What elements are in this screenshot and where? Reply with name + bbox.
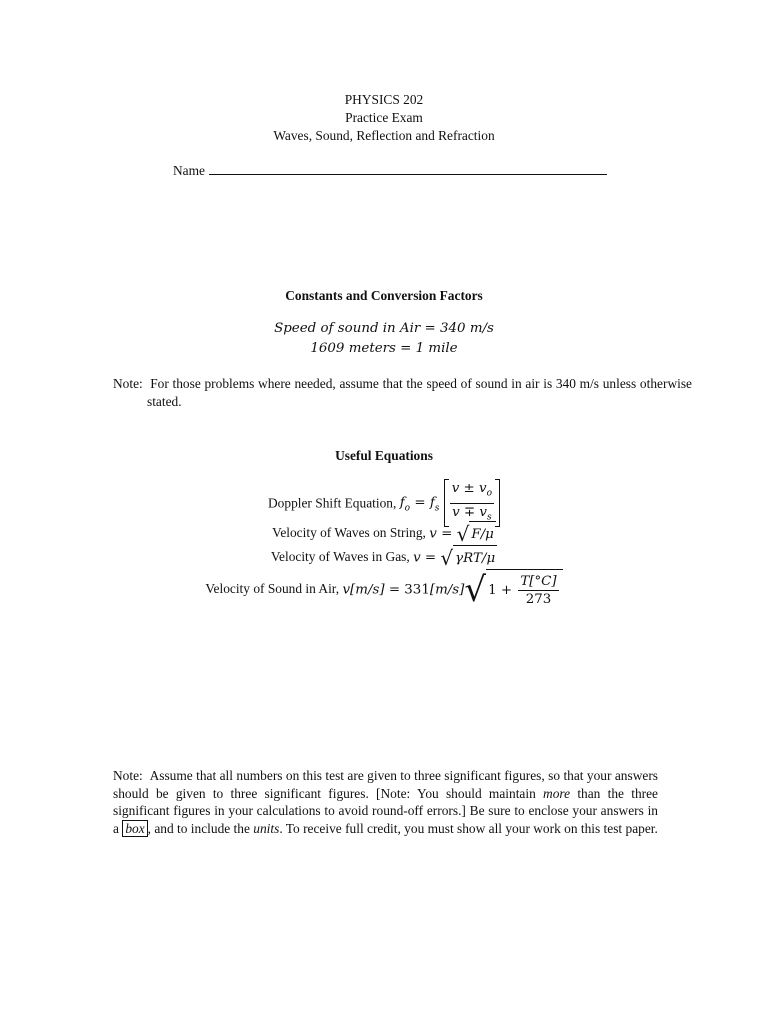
gas-velocity-formula: v = √ γRT/μ xyxy=(413,546,496,570)
air-velocity-formula: v[m/s] = 331[m/s]√ 1 + $\frac{T[^\circ C]}{273}$ xyxy=(342,569,562,611)
string-velocity-equation xyxy=(0,521,768,545)
note2-more-word: more xyxy=(543,785,571,801)
note-text: For those problems where needed, assume that the speed of sound in air is 340 m/s unless otherwise stated. xyxy=(147,376,692,409)
doppler-formula: $f_o = f_s$ $\frac{v \pm v_o}{v \mp v_s}$ xyxy=(400,479,500,529)
doppler-label: Doppler Shift Equation, xyxy=(268,495,397,511)
air-velocity-label: Velocity of Sound in Air, xyxy=(205,581,340,597)
air-velocity-equation xyxy=(0,569,768,609)
constants-block xyxy=(0,319,768,359)
exam-subtitle: Practice Exam xyxy=(345,110,423,125)
speed-of-sound-constant: Speed of sound in Air = 340 m/s xyxy=(274,321,494,336)
course-title: PHYSICS 202 xyxy=(344,92,424,107)
equations-block xyxy=(0,479,768,609)
doppler-equation xyxy=(0,479,768,521)
name-field[interactable] xyxy=(173,160,607,180)
note2-lead: Note: xyxy=(113,768,143,783)
constants-heading: Constants and Conversion Factors xyxy=(285,288,483,303)
note-lead: Note: xyxy=(113,376,143,391)
exam-topic: Waves, Sound, Reflection and Refraction xyxy=(273,128,495,143)
note2-part3: , and to include the xyxy=(147,820,250,836)
note2-units-word: units xyxy=(253,820,280,836)
gas-velocity-label: Velocity of Waves in Gas, xyxy=(270,549,410,565)
equations-heading: Useful Equations xyxy=(335,448,433,463)
note2-part1: Assume that all numbers on this test are given to three significant figures, so that your answers should be given to three significant figures. [Note: You should maintain xyxy=(113,768,658,801)
note-significant-figures xyxy=(113,767,658,837)
name-label: Name xyxy=(173,163,205,178)
note2-box-word: box xyxy=(122,820,147,837)
note2-part4: . To receive full credit, you must show all your work on this test paper. xyxy=(279,820,658,836)
name-underline[interactable] xyxy=(209,160,607,175)
string-velocity-label: Velocity of Waves on String, xyxy=(272,525,426,541)
gas-velocity-equation xyxy=(0,545,768,569)
string-velocity-formula: v = √ F/μ xyxy=(429,522,494,546)
meters-per-mile-conversion: 1609 meters = 1 mile xyxy=(310,341,458,356)
note-speed-of-sound xyxy=(113,375,692,410)
exam-header xyxy=(0,91,768,145)
note2-part2: than the three significant figures in your calculations to avoid round-off errors.] Be sure to enclose your answers in a xyxy=(113,785,658,836)
